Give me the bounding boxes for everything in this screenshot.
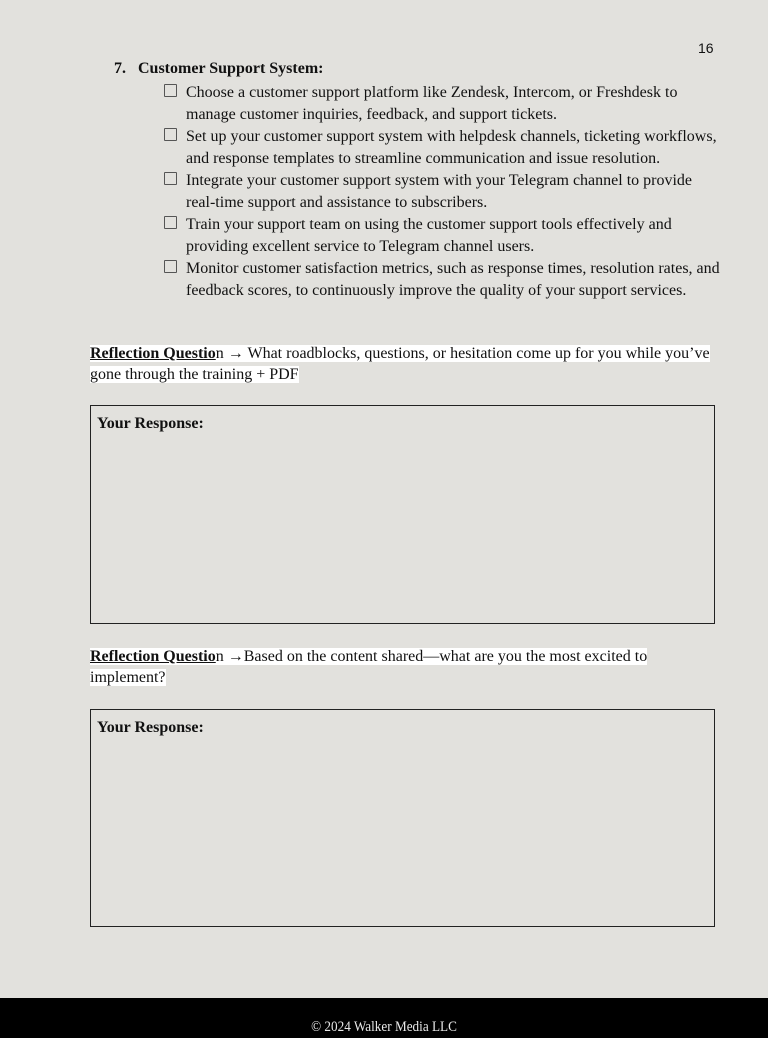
checkbox[interactable] [164,172,177,185]
section-heading [114,60,323,78]
arrow: → [223,648,244,665]
reflection-question-2 [90,646,715,688]
copyright: © 2024 Walker Media LLC [311,1019,457,1035]
response-label: Your Response: [97,415,204,432]
checkbox[interactable] [164,260,177,273]
arrow: → [223,345,248,362]
checkbox[interactable] [164,216,177,229]
checklist-item-text: Train your support team on using the customer support tools effectively and providing excellent service to Telegram channel users. [186,216,672,255]
checkbox[interactable] [164,128,177,141]
reflection-label-tail: n [215,345,224,362]
checklist-item [164,82,724,125]
checkbox[interactable] [164,84,177,97]
response-box-1[interactable] [90,405,715,624]
checklist-item [164,214,724,257]
checklist [164,82,724,302]
checklist-item-text: Choose a customer support platform like Zendesk, Intercom, or Freshdesk to manage customer inquiries, feedback, and support tickets. [186,84,678,123]
checklist-item-text: Integrate your customer support system with your Telegram channel to provide real-time support and assistance to subscribers. [186,172,693,211]
reflection-label: Reflection Questio [90,345,216,362]
checklist-item-text: Set up your customer support system with helpdesk channels, ticketing workflows, and response templates to streamline communication and issue resolution. [186,128,717,167]
reflection-question-1 [90,343,715,385]
reflection-label: Reflection Questio [90,648,216,665]
page-number: 16 [698,40,714,56]
response-label: Your Response: [97,719,204,736]
checklist-item [164,126,724,169]
response-box-2[interactable] [90,709,715,927]
reflection-question-text: Based on the content shared—what are you the most excited to implement? [90,648,648,686]
reflection-label-tail: n [215,648,224,665]
footer [0,998,768,1038]
checklist-item [164,170,724,213]
checklist-item [164,258,724,301]
reflection-question-text: What roadblocks, questions, or hesitation come up for you while you’ve gone through the training + PDF [90,345,710,383]
section-title: Customer Support System: [138,60,324,77]
section-number: 7. [114,60,126,77]
checklist-item-text: Monitor customer satisfaction metrics, such as response times, resolution rates, and feedback scores, to continuously improve the quality of your support services. [186,260,720,299]
